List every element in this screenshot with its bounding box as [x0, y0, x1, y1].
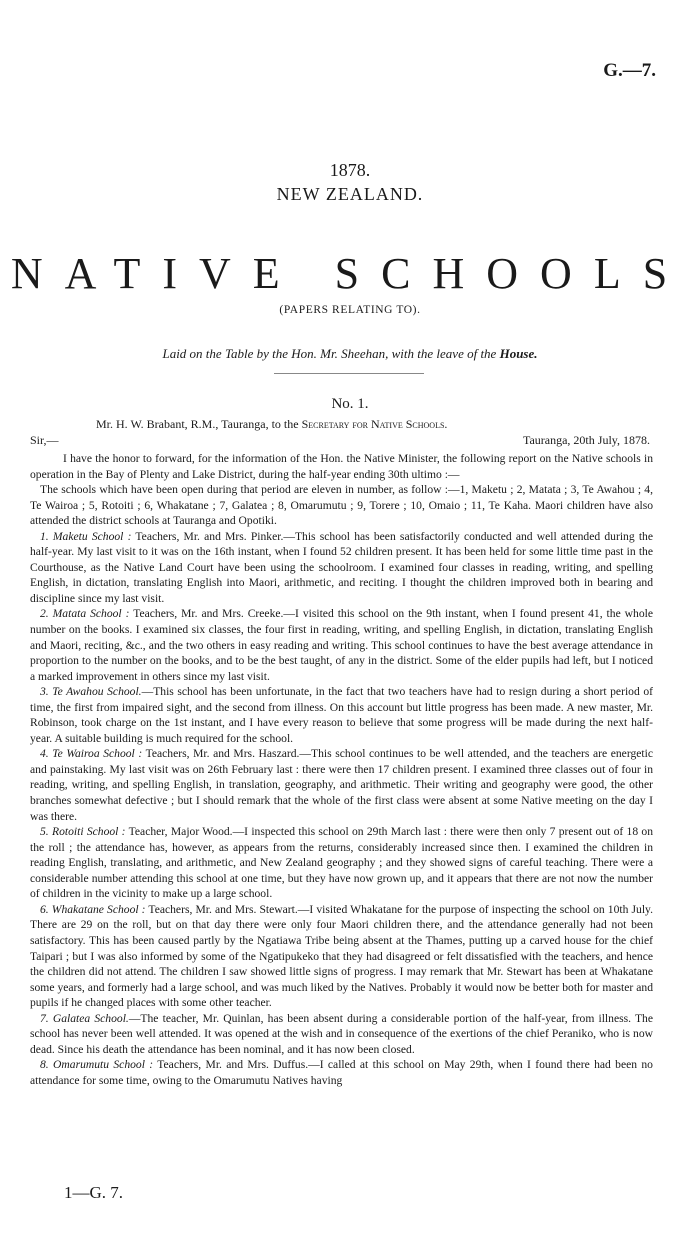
paragraph: 6. Whakatane School : Teachers, Mr. and Mrs. Stewart.—I visited Whakatane for the purpose of inspecting the school on 10th July. There are 29 on the roll, but on that day there were only four Maori children there, and the attendance generally had not been satisfactory. This has been caused partly by the Ngatiawa Tribe being absent at the Thames, putting up a carved house for the chief Taipari ; but I was also informed by some of the Ngatipukeko that they had disagreed or felt dissatisfied with the teachers, and hence the children did not attend. The children I saw showed little signs of progress. I may remark that Mr. Stewart has been at Whakatane some years, and formerly had a large school, and was much liked by the Natives. Probably it would now be better both for master and pupils if he changed places with some other teacher. — [30, 902, 653, 1010]
country-heading: NEW ZEALAND. — [276, 184, 424, 204]
letter-from: Mr. H. W. Brabant, R.M., Tauranga, to the — [96, 417, 302, 431]
document-subtitle: (PAPERS RELATING TO). — [279, 304, 421, 316]
document-title: NATIVE SCHOOLS — [10, 249, 690, 298]
year: 1878. — [329, 160, 371, 180]
paragraph: 8. Omarumutu School : Teachers, Mr. and Mrs. Duffus.—I called at this school on May 29th, when I found there had been no attendance for some time, owing to the Omarumutu Natives having — [30, 1058, 653, 1087]
paragraph: 1. Maketu School : Teachers, Mr. and Mrs. Pinker.—This school has been satisfactorily conducted and well attended during the half-year. My last visit to it was on the 16th instant, when I found 52 children present. It has been held for some little time past in the Courthouse, as the Native Land Court have been using the schoolroom. I examined four classes in reading, writing, and spelling English, in dictation, translating English into Maori, arithmetic, and reciting. I thought the children improved both in bearing and discipline since my last visit. — [30, 529, 653, 605]
paragraph: I have the honor to forward, for the information of the Hon. the Native Minister, the following report on the Native schools in operation in the Bay of Plenty and Lake District, during the half-year ending 30th ultimo :— — [30, 452, 653, 481]
page-code: G.—7. — [603, 60, 656, 81]
laid-house: House. — [499, 346, 538, 361]
letter-to: Secretary for Native Schools. — [301, 417, 448, 431]
paragraph: 5. Rotoiti School : Teacher, Major Wood.—I inspected this school on 29th March last : there were then only 7 present out of 18 on the roll ; the attendance has, however, as appears from the returns, considerably increased since then. I examined the children in reading English, translating, and arithmetic, and New Zealand geography ; and they showed signs of careful teaching. There were a considerable number attending this school at one time, but they have now grown up, and it appears that there are not now the number of children in the vicinity to make up a large school. — [30, 825, 654, 901]
page-footer: 1—G. 7. — [64, 1183, 124, 1202]
paragraph: 7. Galatea School.—The teacher, Mr. Quinlan, has been absent during a considerable portion of the half-year, from illness. The school has never been well attended. It was opened at the wish and in consequence of the exertions of the chief Peraniko, who is now dead. Since his death the attendance has been nominal, and it has now been closed. — [30, 1011, 653, 1056]
dateline: Tauranga, 20th July, 1878. — [522, 433, 650, 447]
paragraph: The schools which have been open during that period are eleven in number, as follow :—1, Maketu ; 2, Matata ; 3, Te Awahou ; 4, Te Wairoa ; 5, Rotoiti ; 6, Whakatane ; 7, Galatea ; 8, Omarumutu ; 9, Torere ; 10, Omaio ; 11, Te Kaha. Maori children have also attended the district schools at Tauranga and Opotiki. — [30, 483, 653, 528]
paragraph: 2. Matata School : Teachers, Mr. and Mrs. Creeke.—I visited this school on the 9th instant, when I found present 41, the whole number on the books. I examined six classes, the four first in reading, writing, and spelling English, in dictation, translating English and Maori, reciting, &c., and the two others in easy reading and writing. This school continues to have the best average attendance in proportion to the number on the books, and to be the best taught, of any in the district. Some of the elder pupils had left, but I noticed a marked improvement in others since my last visit. — [30, 607, 654, 683]
letter-number: No. 1. — [331, 396, 369, 412]
laid-text: Laid on the Table by the Hon. Mr. Sheehan, with the leave of the — [162, 346, 500, 361]
paragraph: 4. Te Wairoa School : Teachers, Mr. and Mrs. Haszard.—This school continues to be well attended, and the teachers are energetic and painstaking. My last visit was on 26th February last : there were then 17 children present. I examined three classes out of four in reading, writing, and spelling English, in translation, geography, and arithmetic. Their writing and geography were good, the other branches somewhat defective ; but I should remark that the whole of the first class were absent at some Native meeting on the day I was there. — [30, 747, 653, 823]
paragraph: 3. Te Awahou School.—This school has been unfortunate, in the fact that two teachers have had to resign during a short period of time, the first from impaired sight, and the second from illness. On this account but little progress has been made. A new master, Mr. Robinson, took charge on the 1st instant, and I have every reason to believe that some progress will be made during the next half-year. A suitable building is much required for the school. — [30, 685, 653, 745]
salutation: Sir,— — [30, 433, 59, 447]
divider-rule — [274, 373, 424, 374]
letter-heading — [96, 417, 447, 432]
laid-on-table-line — [0, 346, 700, 362]
letter-body — [30, 451, 653, 1088]
